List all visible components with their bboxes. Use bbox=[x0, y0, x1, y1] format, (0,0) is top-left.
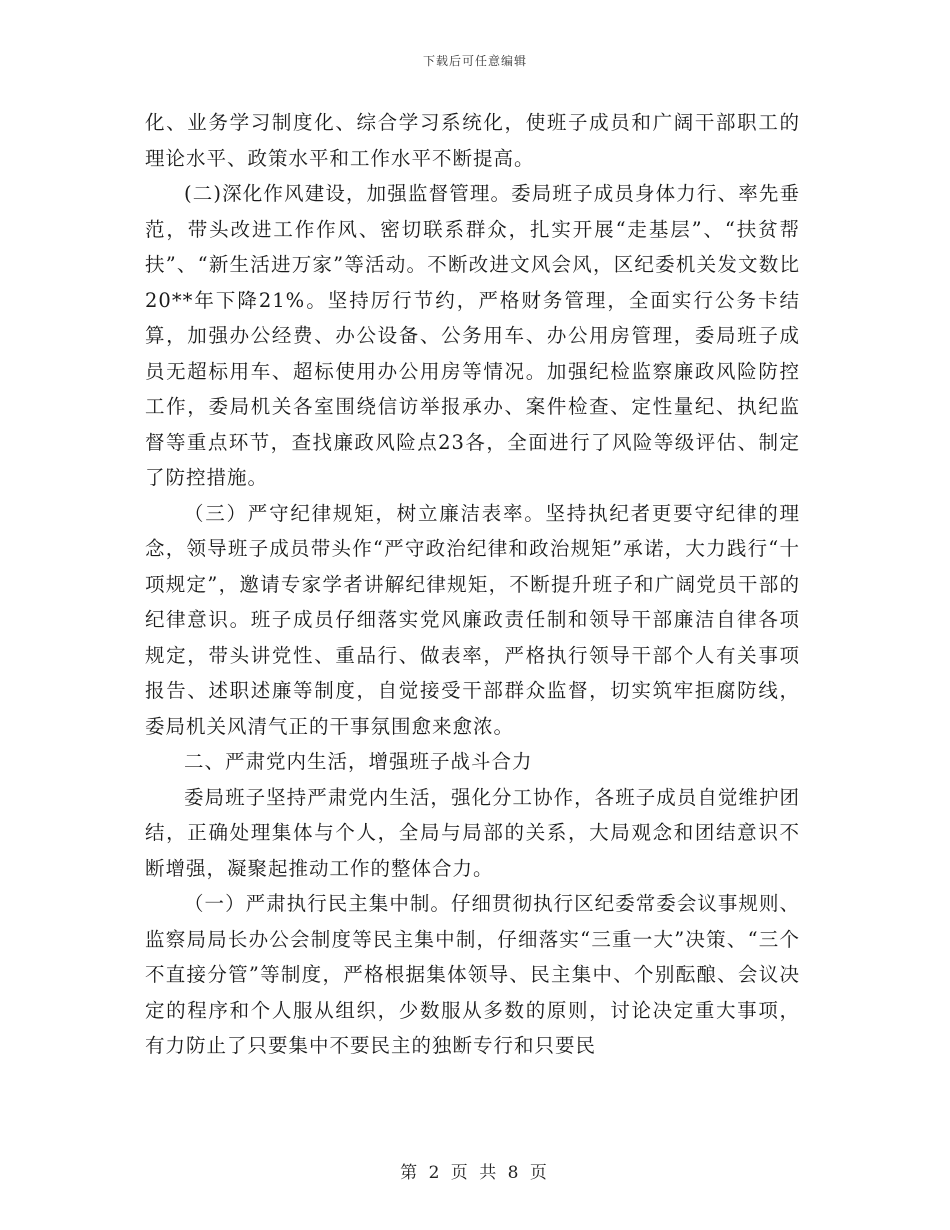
page-header: 下载后可任意编辑 bbox=[422, 54, 527, 68]
document-body bbox=[145, 105, 800, 1064]
paragraph-discipline-rules: （三）严守纪律规矩，树立廉洁表率。坚持执纪者更要守纪律的理念，领导班子成员带头作“严守政治纪律和政治规矩”承诺，大力践行“十项规定”，邀请专家学者讲解纪律规矩，不断提升班子和广阔党员干部的纪律意识。班子成员仔细落实党风廉政责任制和领导干部廉洁自律各项规定，带头讲党性、重品行、做表率，严格执行领导干部个人有关事项报告、述职述廉等制度，自觉接受干部群众监督，切实筑牢拒腐防线，委局机关风清气正的干事氛围愈来愈浓。 bbox=[145, 501, 800, 738]
section-heading-party-life: 二、严肃党内生活，增强班子战斗合力 bbox=[184, 750, 533, 773]
page-number-footer: 第 2 页 共 8 页 bbox=[400, 1163, 550, 1183]
paragraph-continuation: 化、业务学习制度化、综合学习系统化，使班子成员和广阔干部职工的理论水平、政策水平和工作水平不断提高。 bbox=[145, 111, 800, 170]
paragraph-style-supervision: (二)深化作风建设，加强监督管理。委局班子成员身体力行、率先垂范，带头改进工作作风、密切联系群众，扎实开展“走基层”、“扶贫帮扶”、“新生活进万家”等活动。不断改进文风会风，区纪委机关发文数比20**年下降21%。坚持厉行节约，严格财务管理，全面实行公务卡结算，加强办公经费、办公设备、公务用车、办公用房管理，委局班子成员无超标用车、超标使用办公用房等情况。加强纪检监察廉政风险防控工作，委局机关各室围绕信访举报承办、案件检查、定性量纪、执纪监督等重点环节，查找廉政风险点23各，全面进行了风险等级评估、制定了防控措施。 bbox=[145, 182, 800, 489]
paragraph-democratic-centralism: （一）严肃执行民主集中制。仔细贯彻执行区纪委常委会议事规则、监察局局长办公会制度等民主集中制，仔细落实“三重一大”决策、“三个不直接分管”等制度，严格根据集体领导、民主集中、个别酝酿、会议决定的程序和个人服从组织，少数服从多数的原则，讨论决定重大事项，有力防止了只要集中不要民主的独断专行和只要民 bbox=[145, 892, 800, 1057]
paragraph-party-life-intro: 委局班子坚持严肃党内生活，强化分工协作，各班子成员自觉维护团结，正确处理集体与个人，全局与局部的关系，大局观念和团结意识不断增强，凝聚起推动工作的整体合力。 bbox=[145, 785, 800, 880]
